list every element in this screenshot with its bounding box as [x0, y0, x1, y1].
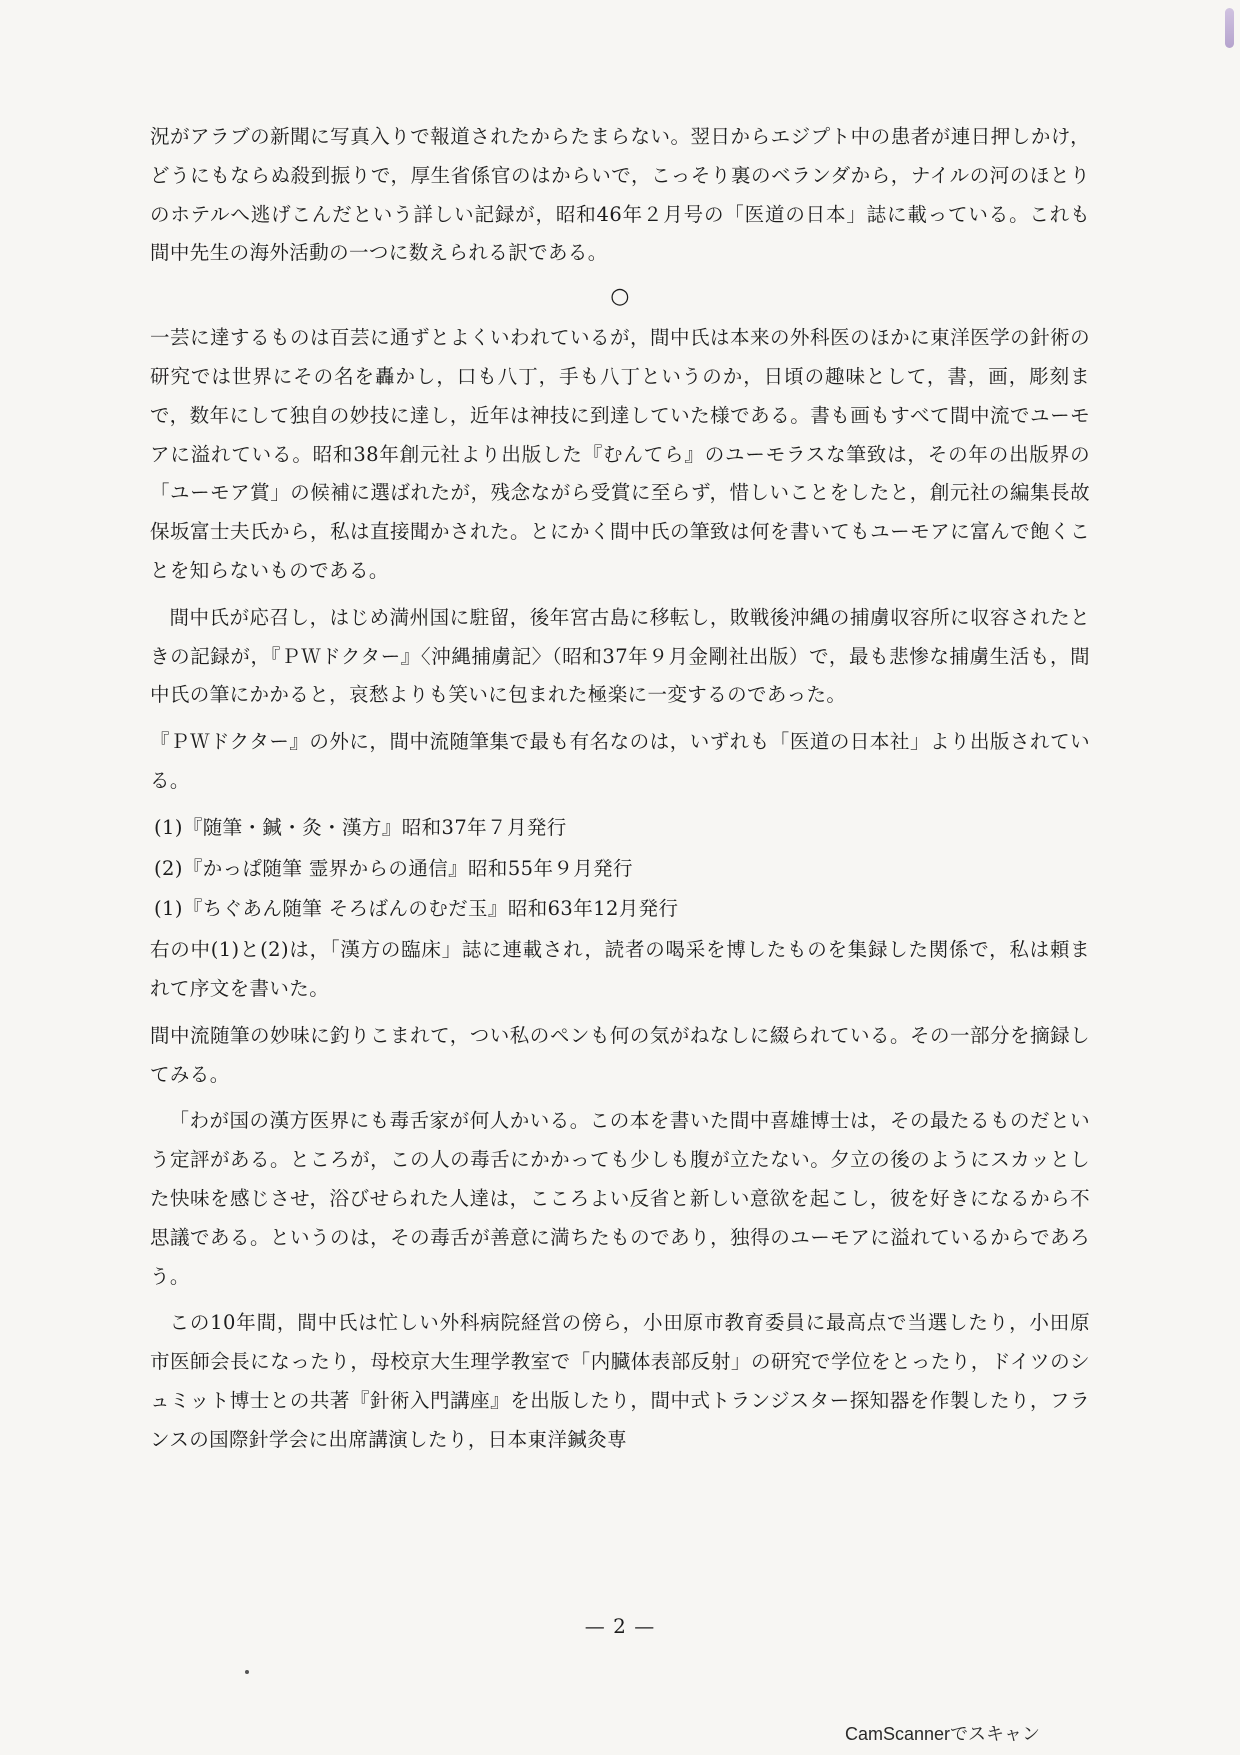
list-item-label: (2)	[154, 856, 183, 880]
paragraph-4: 『ＰＷドクター』の外に，間中流随筆集で最も有名なのは，いずれも「医道の日本社」より出版されている。	[150, 730, 1090, 792]
list-item	[150, 850, 1090, 889]
section-divider-circle: ○	[610, 284, 630, 310]
page-edge-mark	[1225, 8, 1234, 48]
list-item-text: 『かっぱ随筆 霊界からの通信』昭和55年９月発行	[182, 856, 633, 880]
list-item-text: 『ちぐあん随筆 そろばんのむだ玉』昭和63年12月発行	[182, 897, 679, 921]
list-item-text: 『随筆・鍼・灸・漢方』昭和37年７月発行	[182, 815, 567, 839]
paragraph-1: 況がアラブの新聞に写真入りで報道されたからたまらない。翌日からエジプト中の患者が連日押しかけ，どうにもならぬ殺到振りで，厚生省係官のはからいで，こっそり裏のベランダから，ナイルの河のほとりのホテルへ逃げこんだという詳しい記録が，昭和46年２月号の「医道の日本」誌に載っている。これも間中先生の海外活動の一つに数えられる訳である。	[150, 125, 1090, 265]
scanner-watermark: CamScannerでスキャン	[845, 1724, 1041, 1744]
paragraph-7: 「わが国の漢方医界にも毒舌家が何人かいる。この本を書いた間中喜雄博士は，その最たるものだという定評がある。ところが，この人の毒舌にかかっても少しも腹が立たない。夕立の後のようにスカッとした快味を感じさせ，浴びせられた人達は，こころよい反省と新しい意欲を起こし，彼を好きになるから不思議である。というのは，その毒舌が善意に満ちたものであり，独得のユーモアに溢れているからであろう。	[150, 1109, 1090, 1288]
paragraph-3: 間中氏が応召し，はじめ満州国に駐留，後年宮古島に移転し，敗戦後沖縄の捕虜収容所に収容されたときの記録が，『ＰＷドクター』〈沖縄捕虜記〉（昭和37年９月金剛社出版）で，最も悲惨な捕虜生活も，間中氏の筆にかかると，哀愁よりも笑いに包まれた極楽に一変するのであった。	[150, 605, 1090, 707]
list-item-label: (1)	[154, 897, 183, 921]
body-text	[150, 118, 1090, 1468]
paragraph-8: この10年間，間中氏は忙しい外科病院経営の傍ら，小田原市教育委員に最高点で当選したり，小田原市医師会長になったり，母校京大生理学教室で「内臓体表部反射」の研究で学位をとったり，ドイツのシュミット博士との共著『針術入門講座』を出版したり，間中式トランジスター探知器を作製したり，フランスの国際針学会に出席講演したり，日本東洋鍼灸専	[150, 1311, 1090, 1451]
page-number: — 2 —	[584, 1614, 656, 1638]
list-item	[150, 890, 1090, 929]
list-item	[150, 809, 1090, 848]
paragraph-5: 右の中(1)と(2)は，「漢方の臨床」誌に連載され，読者の喝采を博したものを集録した関係で，私は頼まれて序文を書いた。	[150, 938, 1090, 1000]
paragraph-6: 間中流随筆の妙味に釣りこまれて，つい私のペンも何の気がねなしに綴られている。その一部分を摘録してみる。	[150, 1023, 1090, 1086]
publication-list	[150, 809, 1090, 929]
list-item-label: (1)	[154, 815, 183, 839]
paragraph-2: 一芸に達するものは百芸に通ずとよくいわれているが，間中氏は本来の外科医のほかに東洋医学の針術の研究では世界にその名を轟かし，口も八丁，手も八丁というのか，日頃の趣味として，書，画，彫刻まで，数年にして独自の妙技に達し，近年は神技に到達していた様である。書も画もすべて間中流でユーモアに溢れている。昭和38年創元社より出版した『むんてら』のユーモラスな筆致は，その年の出版界の「ユーモア賞」の候補に選ばれたが，残念ながら受賞に至らず，惜しいことをしたと，創元社の編集長故保坂富士夫氏から，私は直接聞かされた。とにかく間中氏の筆致は何を書いてもユーモアに富んで飽くことを知らないものである。	[150, 326, 1090, 582]
scan-speck	[245, 1670, 249, 1674]
